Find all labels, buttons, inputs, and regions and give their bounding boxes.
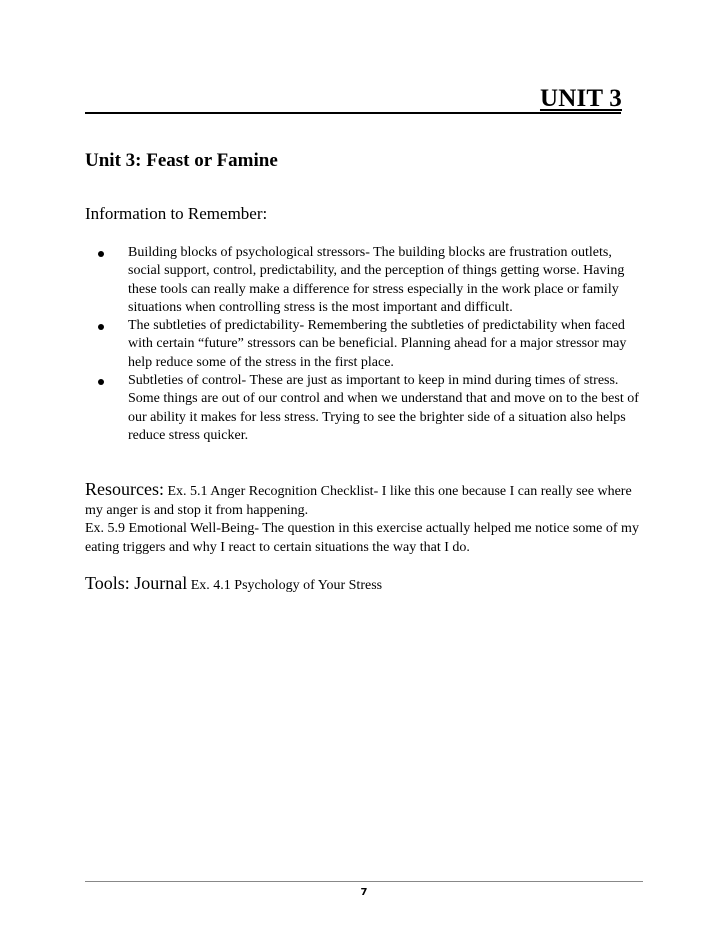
list-item — [85, 372, 645, 445]
list-item-text: Subtleties of control- These are just as important to keep in mind during times of stress. Some things are out of our control and when we understand that and move on to the best of our ability it makes for less stress. Trying to see the brighter side of a situation also helps reduce stress quicker. — [128, 373, 639, 443]
list-item — [85, 317, 645, 372]
list-item-text: Building blocks of psychological stressors- The building blocks are frustration outlets, social support, control, predictability, and the perception of things getting worse. Having these tools can really make a difference for stress especially in the work place or family situations when controlling stress is the most important and difficult. — [128, 245, 625, 315]
footer-rule — [85, 881, 643, 882]
page-number: 7 — [360, 887, 368, 898]
resources-line-1: Ex. 5.1 Anger Recognition Checklist- I like this one because I can really see where my anger is and stop it from happening. — [85, 484, 632, 518]
bullet-icon — [98, 379, 104, 385]
resources-label: Resources: — [85, 479, 164, 499]
list-item — [85, 244, 645, 317]
unit-label: UNIT 3 — [539, 85, 622, 112]
bullet-icon — [98, 324, 104, 330]
page-title: Unit 3: Feast or Famine — [85, 150, 278, 171]
tools-section — [85, 572, 645, 597]
tools-text: Ex. 4.1 Psychology of Your Stress — [190, 578, 383, 593]
bullet-list — [85, 244, 645, 445]
resources-section — [85, 480, 645, 558]
info-heading: Information to Remember: — [85, 204, 268, 223]
tools-label: Tools: Journal — [85, 573, 188, 593]
list-item-text: The subtleties of predictability- Remembering the subtleties of predictability when faced with certain “future” stressors can be beneficial. Planning ahead for a major stressor may help reduce some of the stress in the first place. — [128, 318, 627, 370]
resources-line-2: Ex. 5.9 Emotional Well-Being- The question in this exercise actually helped me notice some of my eating triggers and why I react to certain situations the way that I do. — [85, 521, 639, 556]
bullet-icon — [98, 251, 104, 257]
